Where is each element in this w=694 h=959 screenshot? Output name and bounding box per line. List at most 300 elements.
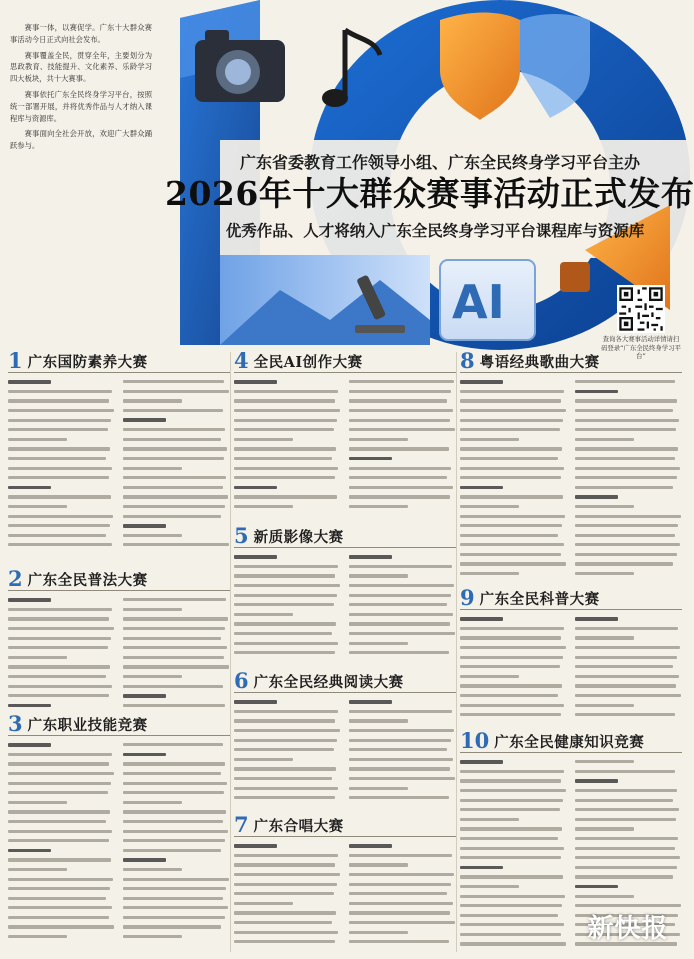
text-line: [575, 463, 682, 473]
text-line: [8, 502, 115, 512]
text-line: [8, 817, 115, 827]
text-line: [8, 798, 115, 808]
text-line: [349, 415, 456, 425]
text-line: [575, 652, 682, 662]
text-line: [8, 894, 115, 904]
text-line: [460, 911, 567, 921]
text-line: [123, 614, 230, 624]
text-line: [460, 435, 567, 445]
text-line: [575, 776, 682, 786]
text-line: [123, 798, 230, 808]
text-line: [575, 540, 682, 550]
text-line: [123, 387, 230, 397]
text-line: [575, 882, 682, 892]
text-line: [460, 492, 567, 502]
text-line: [234, 745, 341, 755]
section-body: [460, 614, 682, 720]
section-header: [8, 350, 230, 373]
text-line: [575, 492, 682, 502]
text-line: [349, 860, 456, 870]
text-line: [349, 889, 456, 899]
text-line: [234, 783, 341, 793]
section-header: [234, 670, 456, 693]
text-line: [349, 870, 456, 880]
text-line: [123, 826, 230, 836]
text-line: [460, 662, 567, 672]
text-line: [349, 726, 456, 736]
text-line: [123, 855, 230, 865]
text-line: [123, 778, 230, 788]
text-line: [234, 870, 341, 880]
text-line: [123, 406, 230, 416]
text-line: [349, 387, 456, 397]
text-line: [575, 454, 682, 464]
text-line: [234, 908, 341, 918]
text-line: [349, 638, 456, 648]
section-number: 3: [8, 711, 23, 736]
text-line: [349, 463, 456, 473]
text-line: [349, 444, 456, 454]
text-line: [575, 872, 682, 882]
text-line: [349, 735, 456, 745]
text-line: [8, 540, 115, 550]
text-line: [123, 444, 230, 454]
text-line: [123, 415, 230, 425]
text-line: [8, 788, 115, 798]
text-line: [575, 863, 682, 873]
text-line: [460, 396, 567, 406]
text-line: [123, 836, 230, 846]
text-line: [460, 930, 567, 940]
text-line: [460, 652, 567, 662]
section-national-defense: [8, 350, 230, 560]
text-line: [234, 918, 341, 928]
text-line: [8, 865, 115, 875]
text-line: [349, 454, 456, 464]
text-line: [123, 788, 230, 798]
text-line: [460, 700, 567, 710]
text-line: [460, 776, 567, 786]
text-line: [8, 759, 115, 769]
text-line: [575, 710, 682, 720]
text-line: [460, 377, 567, 387]
text-line: [234, 755, 341, 765]
text-line: [234, 387, 341, 397]
text-line: [349, 581, 456, 591]
text-line: [575, 834, 682, 844]
text-line: [460, 710, 567, 720]
text-line: [123, 894, 230, 904]
text-line: [234, 841, 341, 851]
text-line: [234, 899, 341, 909]
text-line: [575, 700, 682, 710]
section-body: [234, 552, 456, 658]
section-title: 新质影像大赛: [253, 528, 344, 546]
text-line: [123, 377, 230, 387]
section-law-popularization: [8, 568, 230, 713]
text-line: [460, 425, 567, 435]
text-line: [123, 492, 230, 502]
text-line: [8, 624, 115, 634]
text-line: [234, 619, 341, 629]
text-line: [460, 540, 567, 550]
text-line: [460, 406, 567, 416]
text-line: [8, 444, 115, 454]
text-line: [8, 769, 115, 779]
section-title: 广东全民科普大赛: [479, 590, 600, 608]
text-line: [460, 463, 567, 473]
text-line: [460, 824, 567, 834]
text-line: [460, 444, 567, 454]
text-line: [460, 795, 567, 805]
section-number: 8: [460, 348, 475, 373]
text-line: [8, 846, 115, 856]
text-line: [349, 473, 456, 483]
text-line: [123, 521, 230, 531]
text-line: [575, 521, 682, 531]
section-number: 9: [460, 585, 475, 610]
text-line: [575, 672, 682, 682]
text-line: [575, 387, 682, 397]
text-line: [234, 648, 341, 658]
text-line: [123, 605, 230, 615]
text-line: [123, 633, 230, 643]
text-line: [349, 590, 456, 600]
section-body: [234, 377, 456, 511]
text-line: [349, 425, 456, 435]
text-line: [349, 648, 456, 658]
text-line: [349, 552, 456, 562]
text-line: [460, 550, 567, 560]
text-line: [123, 662, 230, 672]
text-line: [460, 387, 567, 397]
section-title: 广东全民健康知识竞赛: [494, 733, 645, 751]
qr-code-icon[interactable]: [617, 285, 665, 333]
text-line: [234, 483, 341, 493]
text-line: [349, 774, 456, 784]
text-line: [8, 396, 115, 406]
text-line: [234, 793, 341, 803]
text-line: [460, 559, 567, 569]
text-line: [234, 610, 341, 620]
text-line: [349, 764, 456, 774]
text-line: [575, 444, 682, 454]
section-header: [8, 713, 230, 736]
text-line: [575, 569, 682, 579]
text-line: [575, 853, 682, 863]
camera-icon: [195, 30, 285, 102]
text-line: [460, 882, 567, 892]
text-line: [234, 463, 341, 473]
text-line: [575, 662, 682, 672]
text-line: [349, 562, 456, 572]
text-line: [575, 815, 682, 825]
section-header: [460, 587, 682, 610]
svg-text:AI: AI: [452, 275, 505, 329]
section-header: [8, 568, 230, 591]
text-line: [8, 643, 115, 653]
text-line: [460, 681, 567, 691]
text-line: [460, 531, 567, 541]
text-line: [349, 793, 456, 803]
text-line: [460, 483, 567, 493]
text-line: [575, 843, 682, 853]
text-line: [460, 643, 567, 653]
text-line: [460, 511, 567, 521]
text-line: [460, 757, 567, 767]
text-line: [460, 891, 567, 901]
section-number: 6: [234, 668, 249, 693]
text-line: [234, 473, 341, 483]
text-line: [8, 662, 115, 672]
text-line: [8, 701, 115, 711]
text-line: [123, 595, 230, 605]
text-line: [234, 600, 341, 610]
section-body: [8, 595, 230, 710]
text-line: [460, 939, 567, 949]
text-line: [349, 707, 456, 717]
text-line: [349, 697, 456, 707]
text-line: [460, 624, 567, 634]
section-title: 广东全民经典阅读大赛: [253, 673, 404, 691]
text-line: [234, 764, 341, 774]
text-line: [123, 473, 230, 483]
text-line: [575, 795, 682, 805]
text-line: [349, 600, 456, 610]
text-line: [8, 913, 115, 923]
section-header: [234, 350, 456, 373]
ai-chip-icon: [440, 260, 535, 340]
text-line: [349, 435, 456, 445]
page-subheadline: 优秀作品、人才将纳入广东全民终身学习平台课程库与资源库: [225, 221, 645, 240]
text-line: [575, 377, 682, 387]
intro-paragraph: 赛事覆盖全民，贯穿全年，主要划分为思政教育、技能提升、文化素养、乐龄学习四大板块，共十大赛事。: [10, 50, 152, 84]
section-header: [234, 814, 456, 837]
text-line: [349, 502, 456, 512]
text-line: [8, 855, 115, 865]
text-line: [123, 653, 230, 663]
qr-caption: 查询各大赛事活动详情请扫码登录“广东全民终身学习平台”: [601, 335, 681, 361]
text-line: [123, 932, 230, 942]
section-title: 粤语经典歌曲大赛: [479, 353, 600, 371]
section-science-popularization: [460, 587, 682, 727]
text-line: [123, 759, 230, 769]
text-line: [8, 492, 115, 502]
section-ai-creation: [234, 350, 456, 520]
text-line: [123, 922, 230, 932]
text-line: [123, 740, 230, 750]
text-line: [8, 531, 115, 541]
section-body: [460, 377, 682, 578]
qr-block[interactable]: [600, 285, 682, 361]
text-line: [123, 425, 230, 435]
text-line: [575, 891, 682, 901]
text-line: [8, 511, 115, 521]
column-divider: [230, 352, 231, 952]
text-line: [8, 614, 115, 624]
text-line: [123, 846, 230, 856]
text-line: [8, 653, 115, 663]
text-line: [234, 927, 341, 937]
page-headline: 2026年十大群众赛事活动正式发布: [165, 174, 694, 213]
text-line: [575, 624, 682, 634]
text-line: [234, 571, 341, 581]
section-body: [8, 377, 230, 550]
text-line: [349, 745, 456, 755]
text-line: [575, 406, 682, 416]
text-line: [349, 571, 456, 581]
text-line: [575, 824, 682, 834]
text-line: [575, 681, 682, 691]
text-line: [123, 817, 230, 827]
text-line: [234, 502, 341, 512]
text-line: [349, 406, 456, 416]
text-line: [575, 633, 682, 643]
text-line: [460, 633, 567, 643]
text-line: [123, 502, 230, 512]
text-line: [8, 521, 115, 531]
section-number: 10: [460, 728, 490, 753]
text-line: [8, 750, 115, 760]
text-line: [234, 860, 341, 870]
text-line: [234, 638, 341, 648]
text-line: [460, 843, 567, 853]
text-line: [8, 672, 115, 682]
section-body: [234, 697, 456, 803]
text-line: [349, 619, 456, 629]
text-line: [123, 691, 230, 701]
text-line: [460, 691, 567, 701]
watermark-text: 新快报: [587, 914, 669, 944]
text-line: [349, 783, 456, 793]
text-line: [349, 879, 456, 889]
text-line: [575, 415, 682, 425]
text-line: [8, 681, 115, 691]
text-line: [8, 932, 115, 942]
text-line: [460, 805, 567, 815]
text-line: [460, 502, 567, 512]
hero-banner: [0, 0, 694, 361]
text-line: [349, 937, 456, 947]
section-title: 广东合唱大赛: [253, 817, 344, 835]
text-line: [123, 454, 230, 464]
text-line: [460, 920, 567, 930]
text-line: [460, 614, 567, 624]
text-line: [575, 425, 682, 435]
text-line: [460, 521, 567, 531]
text-line: [575, 786, 682, 796]
text-line: [8, 903, 115, 913]
text-line: [8, 435, 115, 445]
section-chorus: [234, 814, 456, 954]
text-line: [234, 716, 341, 726]
intro-paragraph: 赛事一体，以赛促学。广东十大群众赛事活动今日正式向社会发布。: [10, 23, 152, 44]
text-line: [234, 735, 341, 745]
text-line: [575, 473, 682, 483]
text-line: [234, 774, 341, 784]
text-line: [460, 815, 567, 825]
text-line: [8, 605, 115, 615]
text-line: [575, 805, 682, 815]
text-line: [123, 884, 230, 894]
text-line: [123, 750, 230, 760]
text-line: [349, 927, 456, 937]
text-line: [123, 672, 230, 682]
text-line: [349, 899, 456, 909]
section-new-imaging: [234, 525, 456, 667]
text-line: [234, 937, 341, 947]
text-line: [8, 884, 115, 894]
text-line: [123, 540, 230, 550]
column-divider: [456, 352, 457, 952]
text-line: [8, 415, 115, 425]
text-line: [8, 740, 115, 750]
text-line: [234, 590, 341, 600]
text-line: [349, 629, 456, 639]
text-line: [234, 879, 341, 889]
text-line: [575, 559, 682, 569]
section-body: [8, 740, 230, 941]
section-number: 1: [8, 348, 23, 373]
text-line: [123, 874, 230, 884]
section-number: 2: [8, 566, 23, 591]
text-line: [349, 918, 456, 928]
text-line: [8, 425, 115, 435]
text-line: [123, 913, 230, 923]
text-line: [460, 834, 567, 844]
text-line: [8, 377, 115, 387]
text-line: [460, 767, 567, 777]
text-line: [460, 672, 567, 682]
text-line: [575, 767, 682, 777]
intro-paragraph: 赛事面向全社会开放，欢迎广大群众踊跃参与。: [10, 129, 152, 151]
text-line: [234, 707, 341, 717]
text-line: [349, 610, 456, 620]
text-line: [234, 406, 341, 416]
text-line: [8, 807, 115, 817]
text-line: [234, 425, 341, 435]
text-line: [123, 769, 230, 779]
text-line: [123, 435, 230, 445]
text-line: [8, 454, 115, 464]
text-line: [8, 463, 115, 473]
text-line: [8, 691, 115, 701]
text-line: [575, 691, 682, 701]
text-line: [234, 444, 341, 454]
text-line: [349, 908, 456, 918]
text-line: [575, 643, 682, 653]
text-line: [123, 701, 230, 711]
text-line: [234, 454, 341, 464]
text-line: [349, 492, 456, 502]
text-line: [460, 415, 567, 425]
section-title: 全民AI创作大赛: [253, 353, 363, 371]
text-line: [8, 387, 115, 397]
text-line: [8, 406, 115, 416]
text-line: [234, 629, 341, 639]
text-line: [8, 633, 115, 643]
text-line: [460, 853, 567, 863]
text-line: [575, 396, 682, 406]
text-line: [460, 786, 567, 796]
text-line: [123, 865, 230, 875]
text-line: [349, 377, 456, 387]
section-title: 广东职业技能竞赛: [27, 716, 148, 734]
text-line: [8, 826, 115, 836]
text-line: [349, 755, 456, 765]
text-line: [8, 778, 115, 788]
text-line: [123, 624, 230, 634]
